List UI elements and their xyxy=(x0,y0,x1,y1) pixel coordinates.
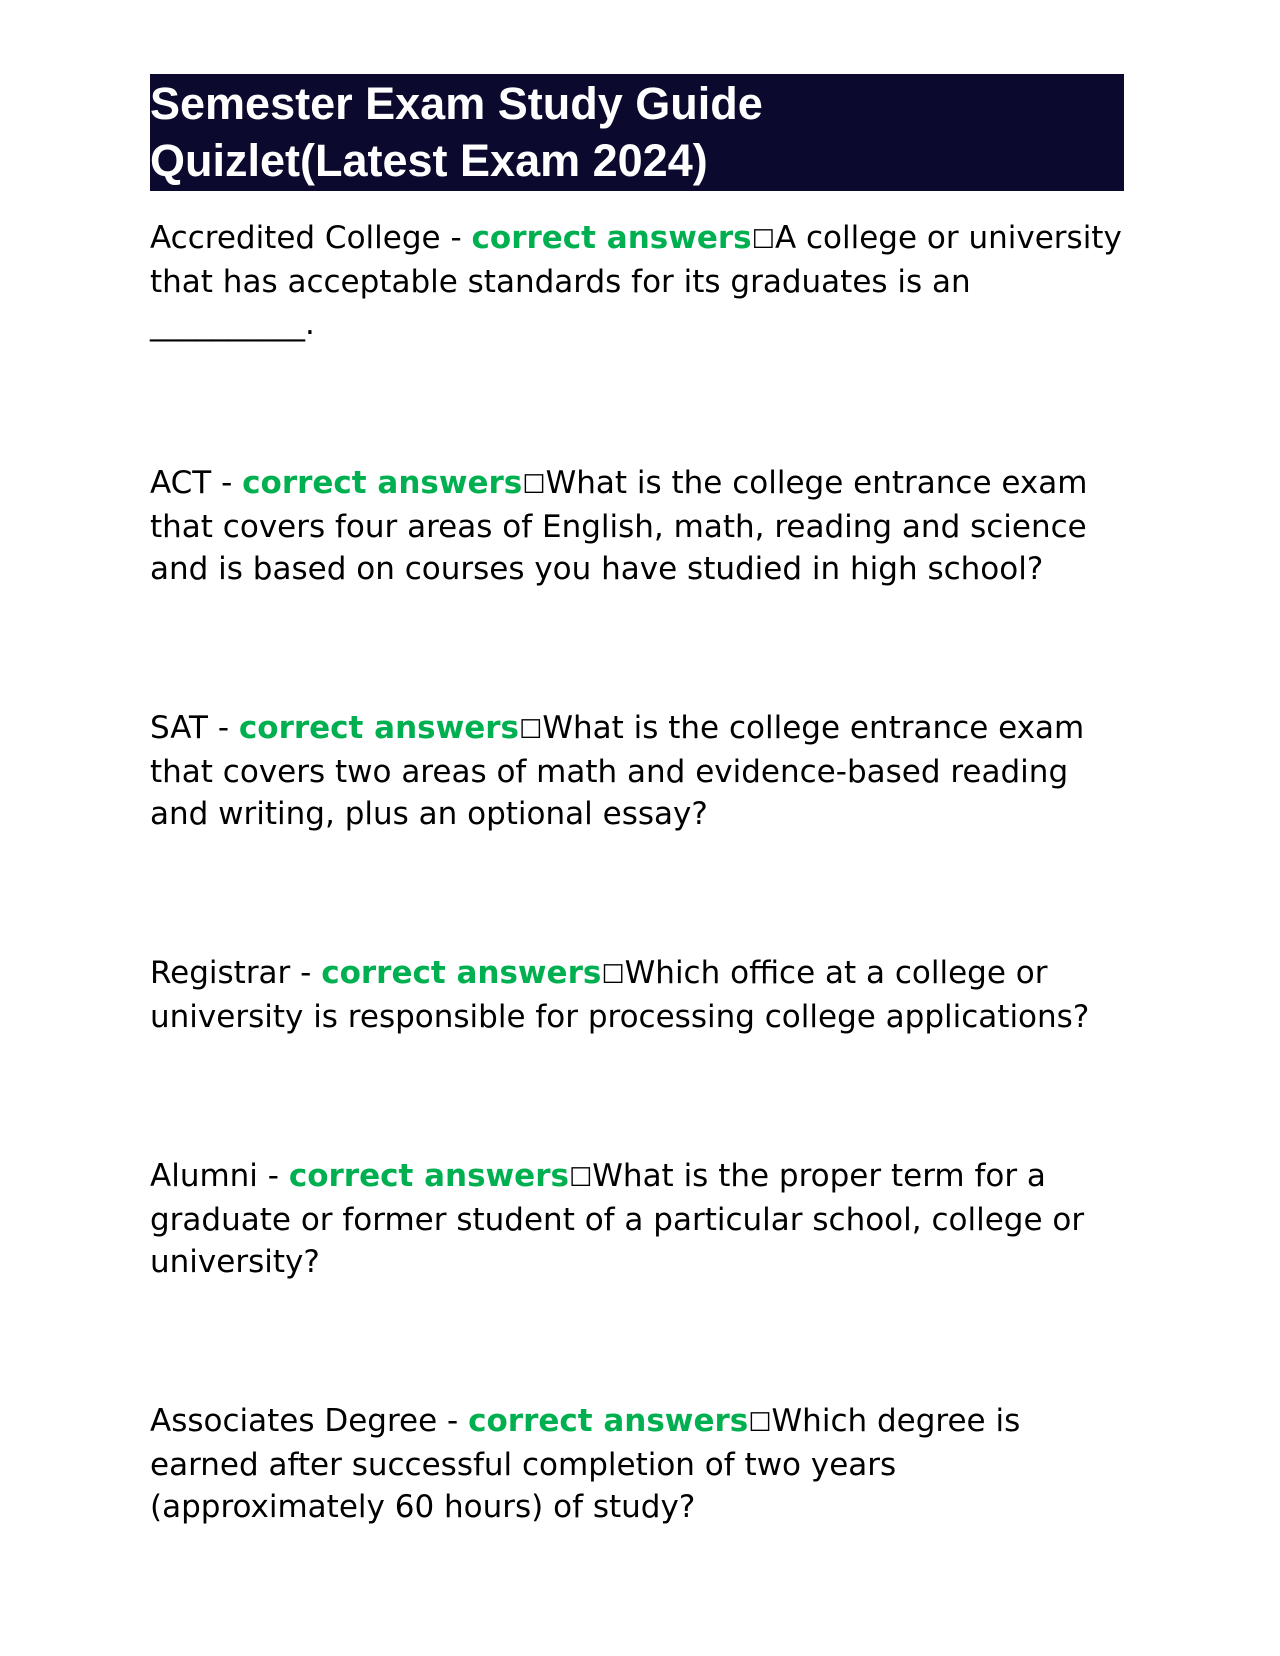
entry-text: Which degree is earned after successful completion of two years (approximately 60 hours) of study? xyxy=(150,1403,1021,1525)
checkbox-glyph-icon: ☐ xyxy=(601,960,625,990)
title-line-2: Quizlet(Latest Exam 2024) xyxy=(150,135,708,186)
answer-label: correct answers xyxy=(288,1158,569,1194)
entry-separator: - xyxy=(290,955,322,991)
entry-separator: - xyxy=(437,1403,469,1439)
flashcard-entry xyxy=(150,217,1124,345)
entry-separator: - xyxy=(440,220,472,256)
checkbox-glyph-icon: ☐ xyxy=(519,715,543,745)
entry-text: What is the college entrance exam that covers four areas of English, math, reading and science and is based on courses you have studied in high school? xyxy=(150,465,1088,587)
entry-term: Accredited College xyxy=(150,220,441,256)
answer-label: correct answers xyxy=(471,220,752,256)
document-page xyxy=(150,74,1124,1645)
checkbox-glyph-icon: ☐ xyxy=(522,470,546,500)
entry-text: A college or university that has acceptable standards for its graduates is an __________. xyxy=(150,220,1122,342)
flashcard-entry xyxy=(150,952,1124,1038)
entry-separator: - xyxy=(211,465,243,501)
entry-text: What is the proper term for a graduate or former student of a particular school, college or university? xyxy=(150,1158,1085,1280)
document-title xyxy=(150,74,1124,191)
checkbox-glyph-icon: ☐ xyxy=(751,225,775,255)
entry-separator: - xyxy=(257,1158,289,1194)
entry-term: SAT xyxy=(150,710,208,746)
entry-term: Associates Degree xyxy=(150,1403,438,1439)
entry-term: Registrar xyxy=(150,955,291,991)
entry-text: What is the college entrance exam that covers two areas of math and evidence-based reading and writing, plus an optional essay? xyxy=(150,710,1085,832)
entry-term: ACT xyxy=(150,465,212,501)
flashcard-list xyxy=(150,217,1124,1528)
answer-label: correct answers xyxy=(468,1403,749,1439)
entry-text: Which office at a college or university is responsible for processing college applications? xyxy=(150,955,1090,1035)
answer-label: correct answers xyxy=(321,955,602,991)
flashcard-entry xyxy=(150,1400,1124,1528)
entry-term: Alumni xyxy=(150,1158,258,1194)
flashcard-entry xyxy=(150,462,1124,590)
checkbox-glyph-icon: ☐ xyxy=(568,1163,593,1193)
answer-label: correct answers xyxy=(242,465,523,501)
flashcard-entry xyxy=(150,1155,1124,1283)
flashcard-entry xyxy=(150,707,1124,835)
title-line-1: Semester Exam Study Guide xyxy=(150,78,763,129)
checkbox-glyph-icon: ☐ xyxy=(748,1408,772,1438)
answer-label: correct answers xyxy=(238,710,520,746)
entry-separator: - xyxy=(208,710,239,746)
